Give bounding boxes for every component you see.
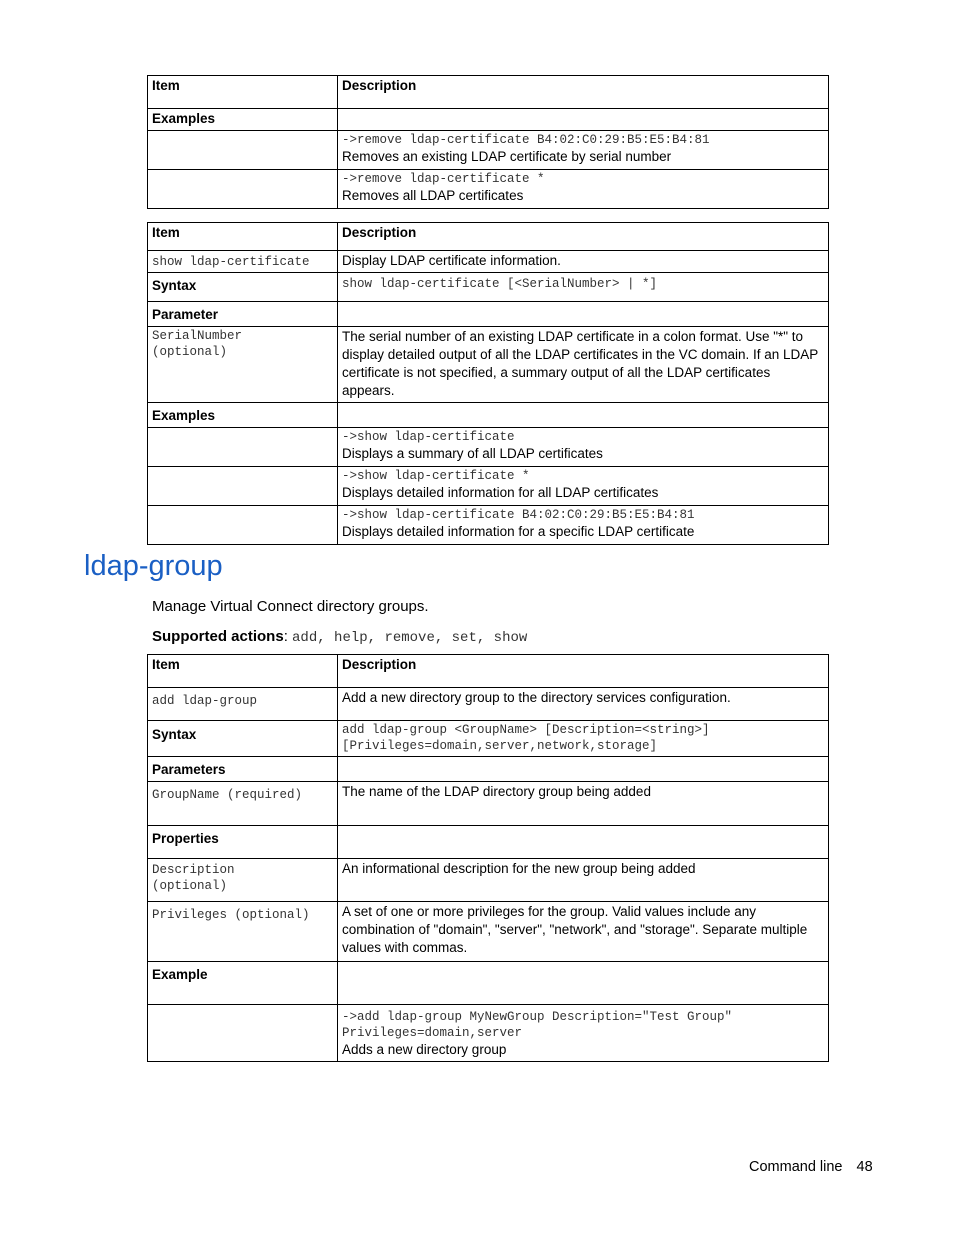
command-name: show ldap-certificate — [152, 255, 310, 269]
example-description: Removes an existing LDAP certificate by serial number — [342, 149, 672, 164]
table-row — [148, 902, 829, 962]
example-label: Example — [148, 962, 338, 1005]
table-row — [148, 467, 829, 506]
table-show-ldap-certificate — [147, 222, 829, 545]
parameters-label: Parameters — [148, 757, 338, 782]
page-footer — [749, 1159, 873, 1175]
properties-label: Properties — [148, 826, 338, 859]
command-description: Display LDAP certificate information. — [338, 251, 829, 273]
table-remove-ldap-certificate-examples — [147, 75, 829, 209]
example-description: Adds a new directory group — [342, 1042, 507, 1057]
param-name: SerialNumber — [152, 329, 243, 343]
example-command: ->remove ldap-certificate B4:02:C0:29:B5:E5:B4:81 — [342, 133, 710, 147]
example-command: ->show ldap-certificate B4:02:C0:29:B5:E5:B4:81 — [342, 508, 695, 522]
table-ldap-group — [147, 654, 829, 1062]
example-command: ->remove ldap-certificate * — [342, 172, 545, 186]
footer-section: Command line — [749, 1159, 843, 1175]
command-description: Add a new directory group to the directory services configuration. — [338, 688, 829, 721]
param-description: The name of the LDAP directory group being added — [338, 782, 829, 826]
example-description: Displays a summary of all LDAP certificates — [342, 446, 603, 461]
page-number: 48 — [856, 1159, 873, 1175]
table-row — [148, 170, 829, 209]
table-row — [148, 1005, 829, 1062]
header-item: Item — [148, 76, 338, 109]
param-optional: (optional) — [152, 345, 228, 359]
header-description: Description — [338, 655, 829, 688]
section-intro: Manage Virtual Connect directory groups. — [152, 598, 429, 615]
supported-actions-label: Supported actions — [152, 628, 284, 645]
table-row — [148, 428, 829, 467]
example-description: Displays detailed information for a specific LDAP certificate — [342, 524, 695, 539]
param-name: GroupName (required) — [152, 788, 303, 802]
example-command-line-1: ->add ldap-group MyNewGroup Description="Test Group" — [342, 1010, 733, 1024]
supported-actions: Supported actions: add, help, remove, set, show — [152, 628, 528, 646]
section-title: ldap-group — [84, 550, 223, 582]
property-optional: (optional) — [152, 879, 228, 893]
syntax-label: Syntax — [148, 273, 338, 302]
property-name: Privileges (optional) — [152, 908, 310, 922]
command-name: add ldap-group — [152, 694, 258, 708]
supported-actions-list: add, help, remove, set, show — [292, 630, 528, 646]
property-name: Description — [152, 863, 235, 877]
header-item: Item — [148, 223, 338, 251]
example-description: Removes all LDAP certificates — [342, 188, 524, 203]
table-row — [148, 131, 829, 170]
examples-label: Examples — [148, 403, 338, 428]
example-description: Displays detailed information for all LDAP certificates — [342, 485, 659, 500]
syntax-line-2: [Privileges=domain,server,network,storage] — [342, 739, 658, 753]
example-command-line-2: Privileges=domain,server — [342, 1026, 523, 1040]
section-examples: Examples — [148, 109, 338, 131]
property-description: An informational description for the new group being added — [338, 859, 829, 902]
syntax-value: show ldap-certificate [<SerialNumber> | *] — [342, 277, 658, 291]
table-row — [148, 782, 829, 826]
header-description: Description — [338, 76, 829, 109]
header-description: Description — [338, 223, 829, 251]
property-description: A set of one or more privileges for the group. Valid values include any combination of "domain", "server", "network", and "storage". Separate multiple values with commas. — [338, 902, 829, 962]
syntax-label: Syntax — [148, 721, 338, 757]
param-description: The serial number of an existing LDAP certificate in a colon format. Use "*" to display detailed output of all the LDAP certificates in the VC domain. If an LDAP certificate is not specified, a summary output of all the LDAP certificates appears. — [338, 327, 829, 403]
header-item: Item — [148, 655, 338, 688]
syntax-line-1: add ldap-group <GroupName> [Description=<string>] — [342, 723, 710, 737]
example-command: ->show ldap-certificate * — [342, 469, 530, 483]
table-row — [148, 327, 829, 403]
table-row — [148, 506, 829, 545]
parameter-label: Parameter — [148, 302, 338, 327]
table-row — [148, 859, 829, 902]
example-command: ->show ldap-certificate — [342, 430, 515, 444]
